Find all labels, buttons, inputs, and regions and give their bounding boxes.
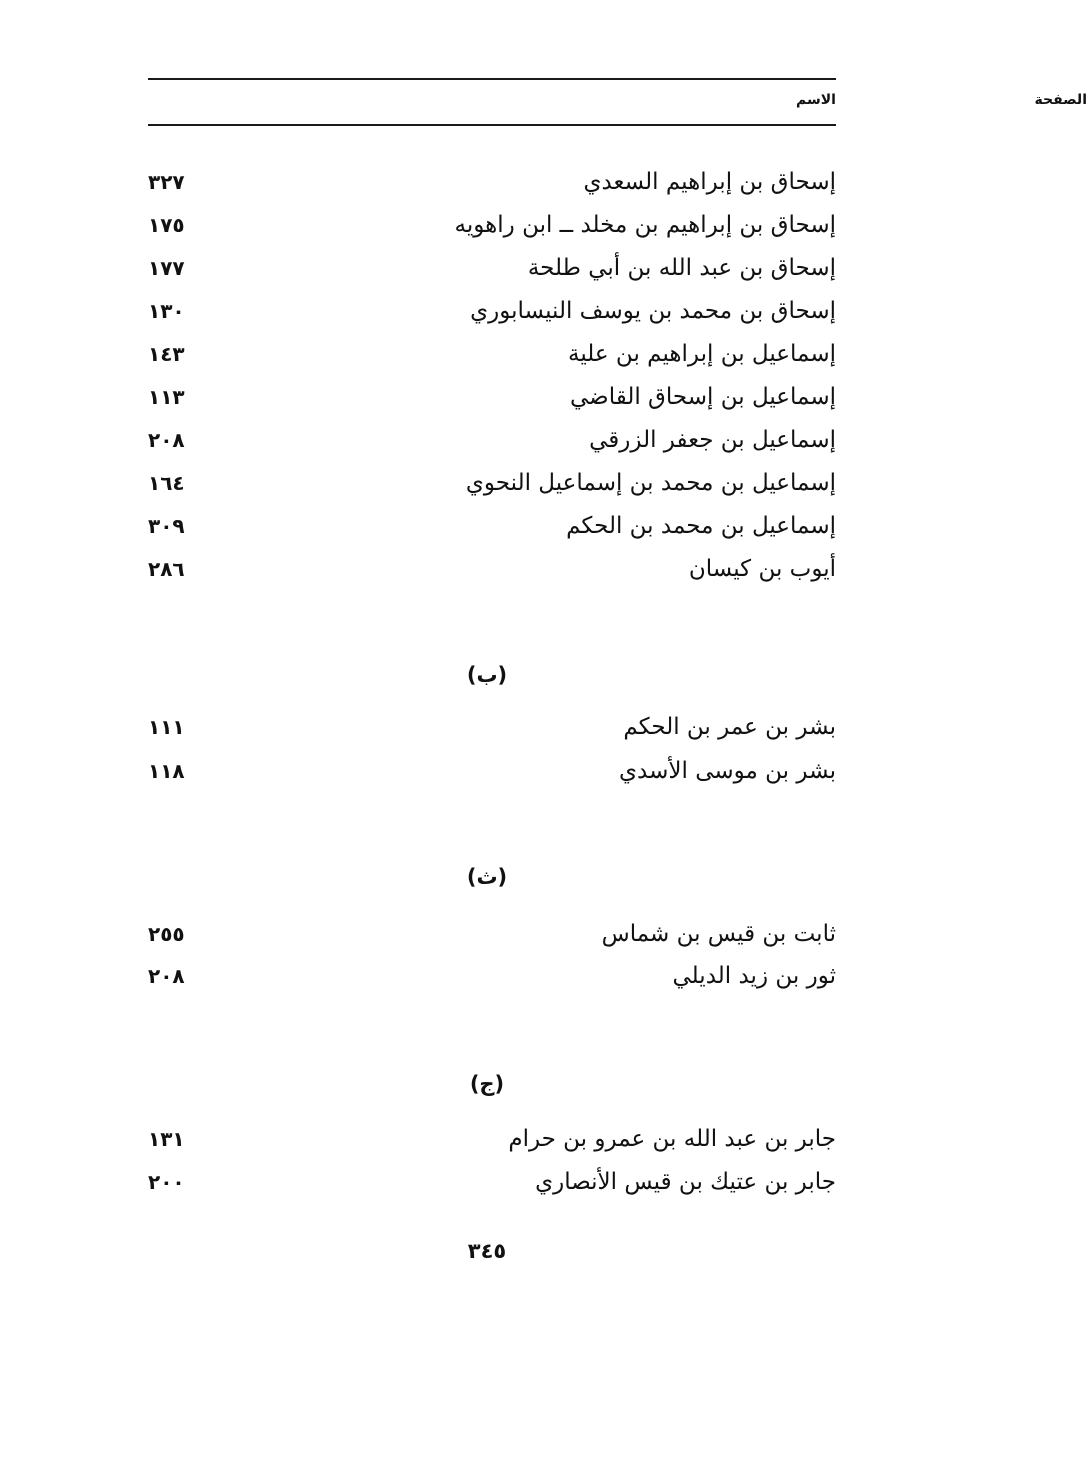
index-entry (148, 548, 836, 590)
index-entry (148, 290, 836, 332)
entry-name: جابر بن عتيك بن قيس الأنصاري (535, 1169, 836, 1195)
entry-name: بشر بن عمر بن الحكم (623, 714, 836, 740)
entry-name: إسماعيل بن إبراهيم بن علية (568, 341, 836, 367)
entry-page: ٢٠٨ (148, 964, 185, 988)
index-entry (148, 204, 836, 246)
section-heading-text: (ث) (466, 865, 508, 889)
entry-name: بشر بن موسى الأسدي (619, 758, 836, 784)
entry-name: إسحاق بن إبراهيم السعدي (583, 169, 836, 195)
index-entry (148, 247, 836, 289)
page-number-text: ٣٤٥ (467, 1239, 507, 1263)
entry-name: إسحاق بن عبد الله بن أبي طلحة (527, 255, 836, 281)
entry-page: ١١٣ (148, 385, 185, 409)
section-heading (0, 660, 944, 690)
header-bottom-rule (148, 124, 836, 126)
entry-page: ٣٢٧ (148, 170, 185, 194)
entry-page: ١١١ (148, 715, 185, 739)
entry-page: ٢٨٦ (148, 557, 185, 581)
entry-page: ٢٥٥ (148, 922, 185, 946)
entry-page: ٢٠٠ (148, 1170, 185, 1194)
entry-name: إسماعيل بن إسحاق القاضي (570, 384, 836, 410)
entry-name: أيوب بن كيسان (688, 556, 836, 582)
entry-page: ١٣١ (148, 1127, 185, 1151)
index-entry (148, 505, 836, 547)
entry-page: ٢٠٨ (148, 428, 185, 452)
entry-name: إسماعيل بن محمد بن إسماعيل النحوي (465, 470, 836, 496)
index-entry (148, 750, 836, 792)
column-header-name: الاسم (796, 92, 836, 108)
index-entry (148, 333, 836, 375)
entry-page: ١٦٤ (148, 471, 185, 495)
entry-page: ١٣٠ (148, 299, 185, 323)
index-entry (148, 913, 836, 955)
index-entry (148, 706, 836, 748)
section-heading (0, 1069, 944, 1099)
entry-name: جابر بن عبد الله بن عمرو بن حرام (508, 1126, 836, 1152)
entry-name: إسحاق بن إبراهيم بن مخلد ــ ابن راهويه (454, 212, 836, 238)
entry-page: ١١٨ (148, 759, 185, 783)
entry-name: إسماعيل بن جعفر الزرقي (589, 427, 836, 453)
index-entry (148, 1118, 836, 1160)
header-top-rule (148, 78, 836, 80)
entry-page: ١٧٥ (148, 213, 185, 237)
entry-page: ١٤٣ (148, 342, 185, 366)
entry-name: ثابت بن قيس بن شماس (601, 921, 836, 947)
index-entry (148, 1161, 836, 1203)
index-entry (148, 419, 836, 461)
entry-page: ١٧٧ (148, 256, 185, 280)
index-entry (148, 376, 836, 418)
entry-name: إسماعيل بن محمد بن الحكم (566, 513, 836, 539)
entry-page: ٣٠٩ (148, 514, 185, 538)
index-entry (148, 955, 836, 997)
section-heading-text: (ب) (466, 663, 508, 687)
index-entry (148, 161, 836, 203)
entry-name: إسحاق بن محمد بن يوسف النيسابوري (470, 298, 836, 324)
page-number (0, 1236, 944, 1266)
section-heading-text: (ج) (469, 1072, 505, 1096)
column-header-page: الصفحة (1034, 92, 1087, 108)
section-heading (0, 862, 944, 892)
index-entry (148, 462, 836, 504)
entry-name: ثور بن زيد الديلي (672, 963, 836, 989)
